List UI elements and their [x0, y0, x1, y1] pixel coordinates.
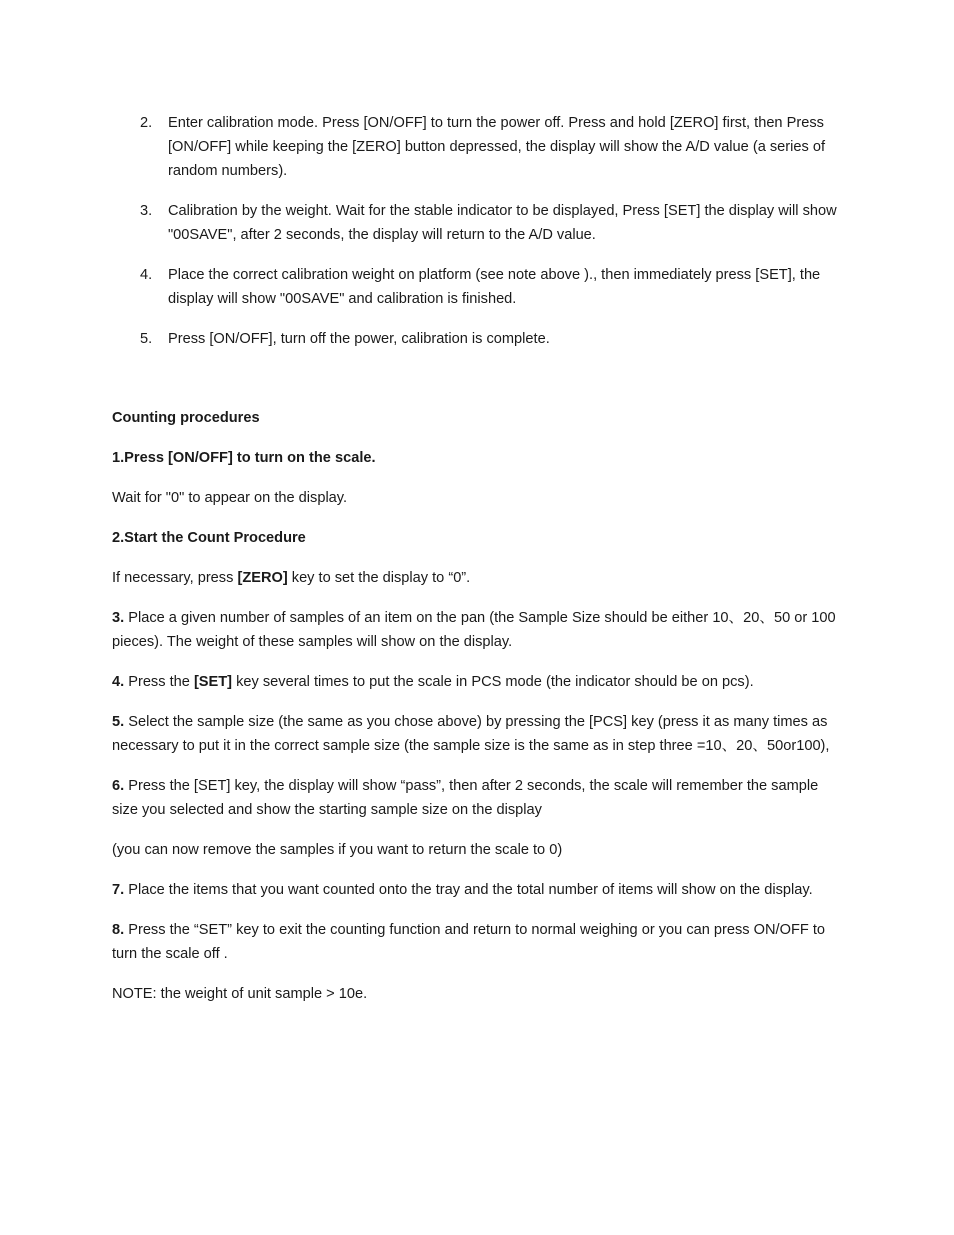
step-text: Press [ON/OFF], turn off the power, calibration is complete. — [168, 331, 550, 347]
step8-text — [112, 918, 848, 966]
step7-text — [112, 878, 848, 902]
step6-text — [112, 774, 848, 822]
set-key-label: [SET] — [193, 674, 233, 690]
step5-text — [112, 710, 848, 758]
step4-pre: Press the — [124, 674, 194, 690]
step2-post: key to set the display to “0”. — [287, 570, 471, 586]
step1-text: Wait for "0" to appear on the display. — [112, 490, 348, 506]
step4-text — [112, 670, 848, 694]
step-text: Enter calibration mode. Press [ON/OFF] to turn the power off. Press and hold [ZERO] first, then Press [ON/OFF] while keeping the [ZERO] button depressed, the display will show the A/D value (a series of random numbers). — [168, 115, 826, 179]
step-text: Calibration by the weight. Wait for the stable indicator to be displayed, Press [SET] the display will show "00SAVE", after 2 seconds, the display will return to the A/D value. — [168, 203, 837, 243]
step8-body: Press the “SET” key to exit the counting function and return to normal weighing or you can press ON/OFF to turn the scale off . — [112, 922, 825, 962]
step4-number: 4. — [112, 674, 125, 690]
step3-text — [112, 606, 848, 654]
step6-note: (you can now remove the samples if you want to return the scale to 0) — [112, 842, 563, 858]
zero-key-label: [ZERO] — [237, 570, 288, 586]
calibration-step — [140, 199, 852, 247]
step4-post: key several times to put the scale in PCS mode (the indicator should be on pcs). — [232, 674, 754, 690]
step2-heading: 2.Start the Count Procedure — [112, 530, 306, 546]
calibration-step — [140, 327, 852, 351]
step7-body: Place the items that you want counted onto the tray and the total number of items will show on the display. — [124, 882, 813, 898]
step-number: 5. — [140, 331, 153, 347]
step6-number: 6. — [112, 778, 125, 794]
step5-body: Select the sample size (the same as you chose above) by pressing the [PCS] key (press it as many times as necessary to put it in the correct sample size (the sample size is the same as in step three =10、20、50or100), — [112, 714, 830, 754]
step6-body: Press the [SET] key, the display will show “pass”, then after 2 seconds, the scale will remember the sample size you selected and show the starting sample size on the display — [112, 778, 819, 818]
step-number: 2. — [140, 115, 153, 131]
step8-number: 8. — [112, 922, 125, 938]
step-text: Place the correct calibration weight on platform (see note above )., then immediately press [SET], the display will show "00SAVE" and calibration is finished. — [168, 267, 821, 307]
step3-number: 3. — [112, 610, 125, 626]
step2-text — [112, 566, 848, 590]
unit-sample-note: NOTE: the weight of unit sample > 10e. — [112, 986, 368, 1002]
step-number: 3. — [140, 203, 153, 219]
counting-procedures-section — [112, 406, 848, 1022]
calibration-steps-list — [140, 111, 852, 367]
step2-pre: If necessary, press — [112, 570, 238, 586]
calibration-step — [140, 263, 852, 311]
step3-body: Place a given number of samples of an item on the pan (the Sample Size should be either 10、20、50 or 100 pieces). The weight of these samples will show on the display. — [112, 610, 836, 650]
step-number: 4. — [140, 267, 153, 283]
calibration-step — [140, 111, 852, 183]
step7-number: 7. — [112, 882, 125, 898]
section-heading: Counting procedures — [112, 410, 260, 426]
step1-heading: 1.Press [ON/OFF] to turn on the scale. — [112, 450, 376, 466]
step5-number: 5. — [112, 714, 125, 730]
